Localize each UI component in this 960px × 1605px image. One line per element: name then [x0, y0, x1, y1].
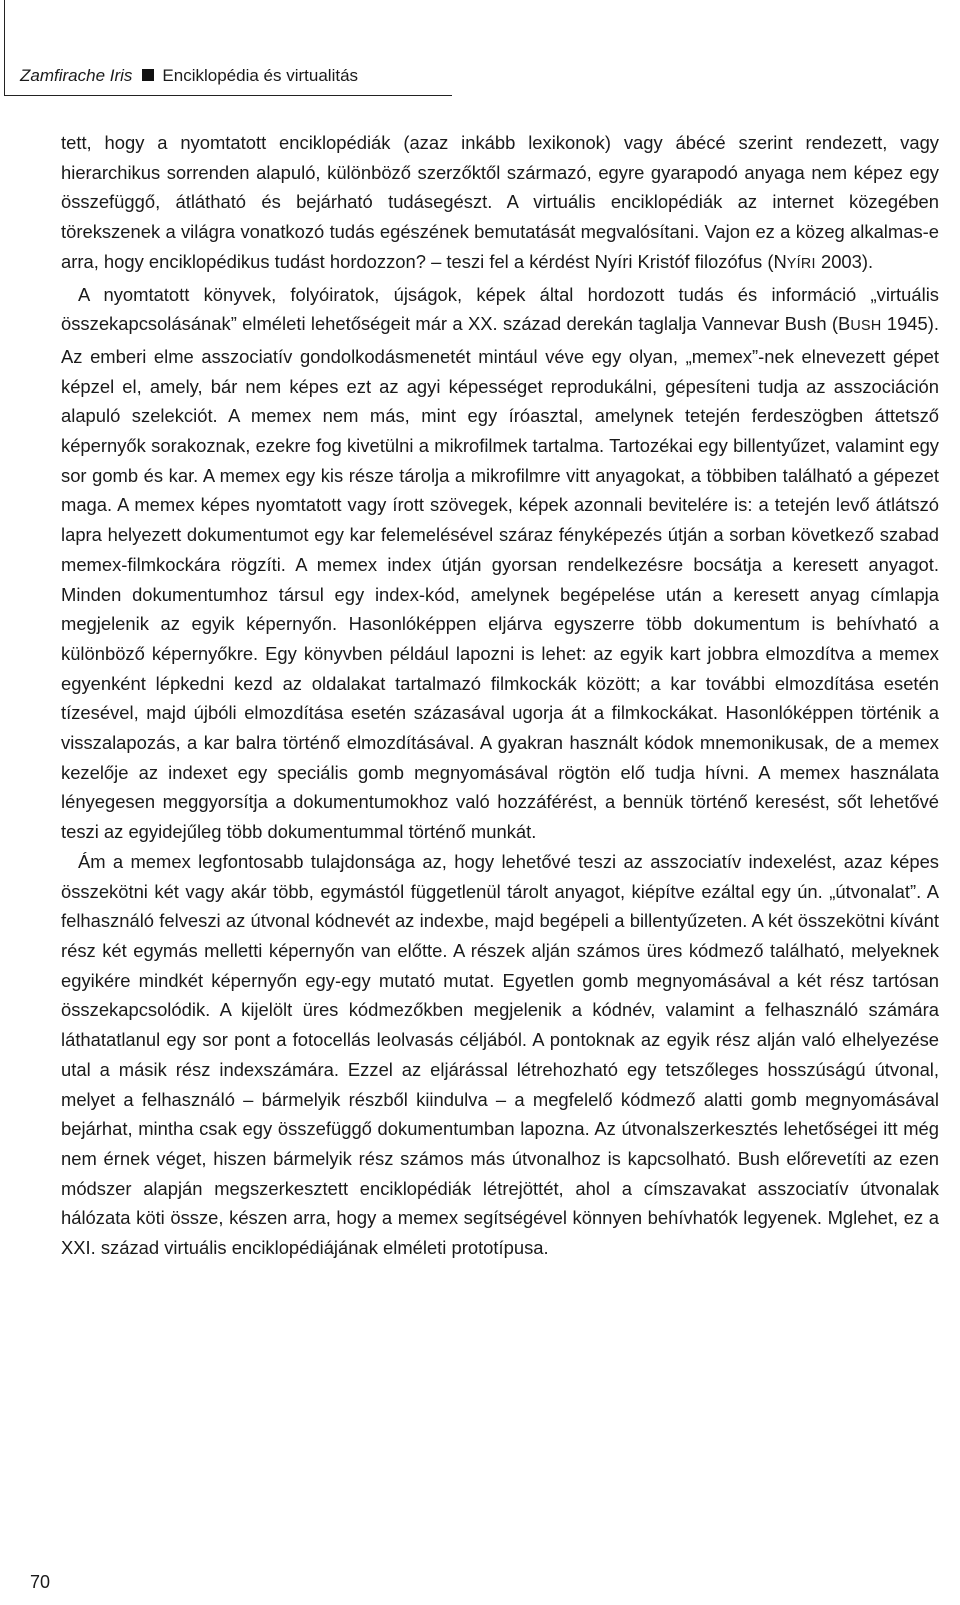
running-head	[20, 66, 358, 86]
small-caps-name: YÍRI	[786, 255, 816, 272]
left-margin-rule	[4, 0, 5, 96]
small-caps-name: USH	[850, 318, 882, 335]
header-rule	[4, 95, 452, 96]
square-separator-icon	[142, 69, 154, 81]
author-name: Zamfirache Iris	[20, 66, 133, 85]
paragraph-text: 1945). Az emberi elme asszociatív gondolkodásmenetét mintául véve egy olyan, „memex”-nek elnevezett gépet képzel el, amely, bár nem képes ezt az agyi képességet reprodukálni, gépesíteni tudja az asszociáción alapuló szelekciót. A memex nem más, mint egy íróasztal, amelynek tetején ferdeszögben áttetsző képernyők sorakoznak, ezekre fog kivetülni a mikrofilmek tartalma. Tartozékai egy billentyűzet, valamint egy sor gomb és kar. A memex egy kis része tárolja a mikrofilmre vitt anyagokat, a többiben található a gépezet maga. A memex képes nyomtatott vagy írott szövegek, képek azonnali bevitelére is: a tetején levő átlátszó lapra helyezett dokumentumot egy kar felemelésével száraz fényképezés útján a sorban következő szabad memex-filmkockára rögzíti. A memex index útján gyorsan rendelkezésre bocsátja a keresett anyagot. Minden dokumentumhoz társul egy index-kód, amelynek begépelése után a keresett anyag címlapja megjelenik az egyik képernyőn. Hasonlóképpen eljárva egyszerre több dokumentum is behívható a különböző képernyőkre. Egy könyvben például lapozni is lehet: az egyik kart jobbra elmozdítva a memex egyenként lépkedni kezd az oldalakat tartalmazó filmkockák között; a kar további elmozdítása esetén tízesével, majd újbóli elmozdítása esetén százasával ugorja át a filmkockákat. Hasonlóképpen történik a visszalapozás, a kar balra történő elmozdításával. A gyakran használt kódok mnemonikusak, de a memex kezelője az indexet egy speciális gomb megnyomásával rögtön elő tudja hívni. A memex használata lényegesen meggyorsítja a dokumentumokhoz való hozzáférést, a bennük történő keresést, sőt lehetővé teszi az egyidejűleg több dokumentummal történő munkát.	[61, 313, 939, 843]
paragraph-text: 2003).	[815, 250, 874, 272]
paragraph	[61, 847, 939, 1263]
page-number: 70	[30, 1572, 51, 1592]
paragraph-text: Ám a memex legfontosabb tulajdonsága az, hogy lehetővé teszi az asszociatív indexelést, azaz képes összekötni két vagy akár több, egymástól függetlenül tárolt anyagot, kiépítve ezáltal egy ún. „útvonalat”. A felhasználó felveszi az útvonal kódnevét az indexbe, majd begépeli a billentyűzeten. A két összekötni kívánt rész két egymás melletti képernyőn van előtte. A részek alján számos üres kódmező található, melyeknek egyikére mindkét képernyőn egy-egy mutató mutat. Egyetlen gomb megnyomásával a két rész tartósan összekapcsolódik. A kijelölt üres kódmezőkben megjelenik a kódnév, valamint a felhasználó számára láthatatlanul egy sor pont a fotocellás leolvasás céljából. A pontoknak az egyik rész alján való elhelyezése utal a másik rész indexszámára. Ezzel az eljárással létrehozható egy tetszőleges hosszúságú útvonal, melyet a felhasználó – bármelyik részből kiindulva – a megfelelő kódmező alatti gomb megnyomásával bejárhat, mintha csak egy összefüggő dokumentumban lapozna. Az útvonalszerkesztés lehetőségei itt még nem érnek véget, hiszen bármelyik rész számos más útvonalhoz is kapcsolható. Bush előrevetíti az ezen módszer alapján megszerkesztett enciklopédiák létrejöttét, ahol a címszavakat asszociatív útvonalak hálózata köti össze, készen arra, hogy a memex segítségével könnyen behívhatók legyenek. Mglehet, ez a XXI. század virtuális enciklopédiájának elméleti prototípusa.	[61, 850, 939, 1259]
body-text	[61, 128, 939, 1263]
paragraph	[61, 280, 939, 847]
paragraph	[61, 128, 939, 280]
chapter-title: Enciklopédia és virtualitás	[162, 66, 359, 85]
paragraph-text: tett, hogy a nyomtatott enciklopédiák (azaz inkább lexikonok) vagy ábécé szerint rendezett, vagy hierarchikus sorrenden alapuló, különböző szerzőktől származó, egyre gyarapodó anyaga nem képez egy összefüggő, átlátható és bejárható tudásegészt. A virtuális enciklopédiák az internet közegében törekszenek a világra vonatkozó tudás egészének bemutatását megvalósítani. Vajon ez a közeg alkalmas-e arra, hogy enciklopédikus tudást hordozzon? – teszi fel a kérdést Nyíri Kristóf filozófus (N	[61, 132, 939, 272]
paragraph-text: A nyomtatott könyvek, folyóiratok, újságok, képek által hordozott tudás és információ „virtuális összekapcsolásának” elméleti lehetőségeit már a XX. század derekán taglalja Vannevar Bush (B	[61, 283, 939, 335]
